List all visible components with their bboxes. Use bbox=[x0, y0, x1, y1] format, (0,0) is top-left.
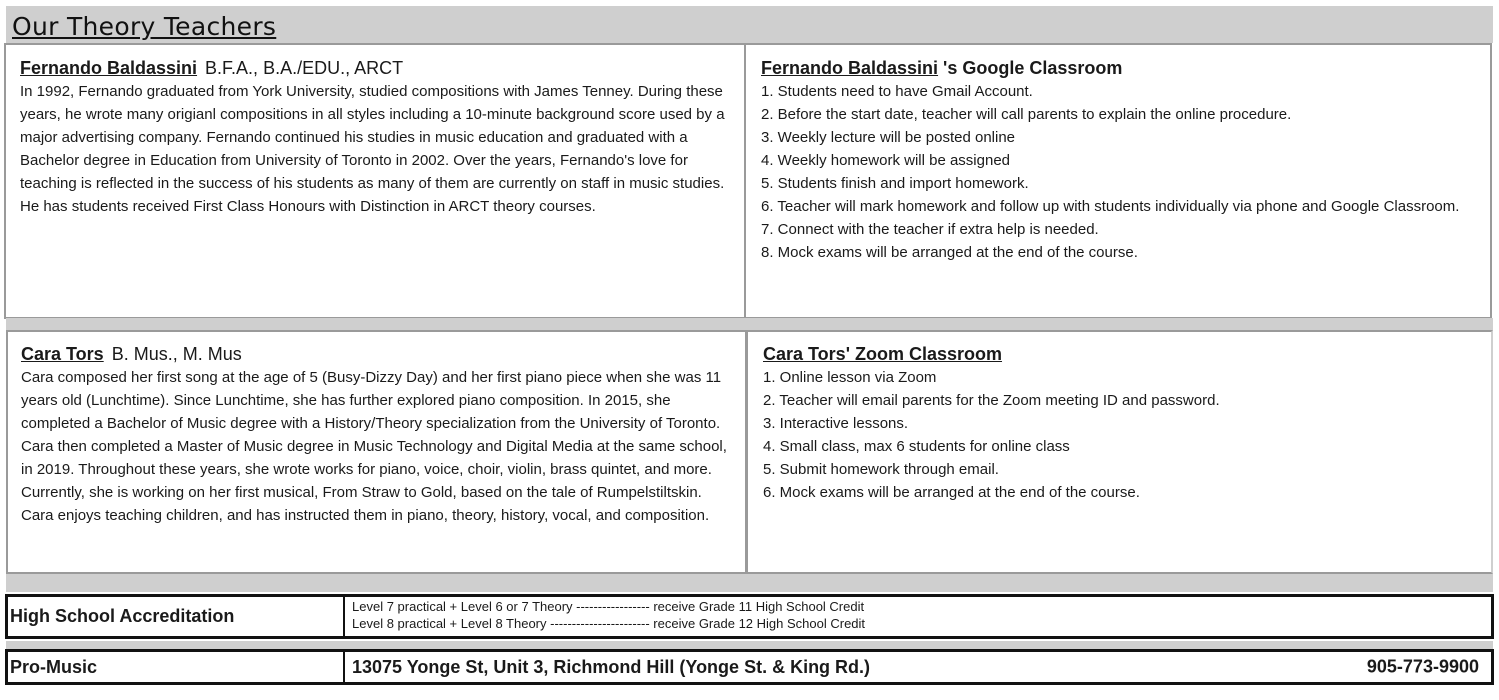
list-item: 2. Teacher will email parents for the Zoom meeting ID and password. bbox=[763, 392, 1220, 409]
teacher-credentials: B.F.A., B.A./EDU., ARCT bbox=[205, 58, 404, 78]
accreditation-line: Level 7 practical + Level 6 or 7 Theory ----------------- receive Grade 11 High School Credit bbox=[352, 599, 865, 614]
classroom-title: Cara Tors' Zoom Classroom bbox=[763, 344, 1003, 364]
list-item: 5. Submit homework through email. bbox=[763, 461, 999, 478]
classroom-teacher-name: Fernando Baldassini bbox=[761, 58, 939, 78]
teacher-credentials: B. Mus., M. Mus bbox=[111, 344, 242, 364]
teacher-heading bbox=[21, 342, 732, 366]
classroom-steps-list bbox=[761, 80, 1475, 264]
list-item: 3. Interactive lessons. bbox=[763, 415, 909, 432]
accreditation-line: Level 8 practical + Level 8 Theory ----------------------- receive Grade 12 High School Credit bbox=[352, 616, 866, 631]
list-item: 1. Students need to have Gmail Account. bbox=[761, 83, 1033, 100]
teacher-profile-fernando bbox=[4, 43, 746, 319]
teacher-bio: Cara composed her first song at the age of 5 (Busy-Dizzy Day) and her first piano piece when she was 11 years old (Lunchtime). Since Lunchtime, she has further explored piano composition. In 2015, she completed a Bachelor of Music degree with a History/Theory specialization from the University of Toronto. Cara then completed a Master of Music degree in Music Technology and Digital Media at the same school, in 2019. Throughout these years, she wrote works for piano, voice, choir, violin, brass quintet, and more. Currently, she is working on her first musical, From Straw to Gold, based on the tale of Rumpelstiltskin. Cara enjoys teaching children, and has instructed them in piano, theory, history, vocal, and composition. bbox=[21, 369, 727, 524]
list-item: 7. Connect with the teacher if extra help is needed. bbox=[761, 221, 1099, 238]
business-name: Pro-Music bbox=[8, 652, 345, 682]
business-address: 13075 Yonge St, Unit 3, Richmond Hill (Yonge St. & King Rd.) bbox=[352, 656, 871, 677]
list-item: 1. Online lesson via Zoom bbox=[763, 369, 937, 386]
classroom-heading bbox=[761, 56, 1475, 80]
footer-contact-row bbox=[5, 649, 1494, 685]
list-item: 4. Weekly homework will be assigned bbox=[761, 152, 1011, 169]
page-title-bar bbox=[6, 6, 1493, 43]
list-item: 5. Students finish and import homework. bbox=[761, 175, 1029, 192]
section-divider bbox=[6, 641, 1493, 649]
accreditation-label: High School Accreditation bbox=[8, 597, 345, 636]
zoom-classroom-panel bbox=[746, 330, 1493, 574]
teacher-heading bbox=[20, 56, 730, 80]
list-item: 6. Mock exams will be arranged at the end of the course. bbox=[763, 484, 1140, 501]
list-item: 6. Teacher will mark homework and follow up with students individually via phone and Google Classroom. bbox=[761, 198, 1460, 215]
section-divider bbox=[6, 318, 1493, 330]
classroom-title-suffix: 's Google Classroom bbox=[938, 58, 1123, 78]
list-item: 3. Weekly lecture will be posted online bbox=[761, 129, 1016, 146]
accreditation-details bbox=[347, 597, 1491, 636]
teacher-name: Fernando Baldassini bbox=[20, 58, 198, 78]
teacher-profile-cara bbox=[6, 330, 747, 574]
teacher-bio: In 1992, Fernando graduated from York University, studied compositions with James Tenney. During these years, he wrote many origianl compositions in all styles including a 10-minute background score used by a major advertising company. Fernando continued his studies in music education and graduated with a Bachelor degree in Education from University of Toronto in 2002. Over the years, Fernando's love for teaching is reflected in the success of his students as many of them are currently on staff in music studies. He has students received First Class Honours with Distinction in ARCT theory courses. bbox=[20, 83, 725, 215]
address-cell bbox=[347, 652, 1491, 682]
list-item: 2. Before the start date, teacher will call parents to explain the online procedure. bbox=[761, 106, 1292, 123]
accreditation-row bbox=[5, 594, 1494, 639]
list-item: 4. Small class, max 6 students for online class bbox=[763, 438, 1070, 455]
page-title: Our Theory Teachers bbox=[12, 12, 277, 41]
list-item: 8. Mock exams will be arranged at the end of the course. bbox=[761, 244, 1138, 261]
classroom-steps-list bbox=[763, 366, 1476, 504]
classroom-heading bbox=[763, 342, 1476, 366]
teacher-name: Cara Tors bbox=[21, 344, 104, 364]
business-phone: 905-773-9900 bbox=[1366, 656, 1479, 677]
google-classroom-panel bbox=[744, 43, 1492, 319]
section-divider bbox=[6, 574, 1493, 592]
